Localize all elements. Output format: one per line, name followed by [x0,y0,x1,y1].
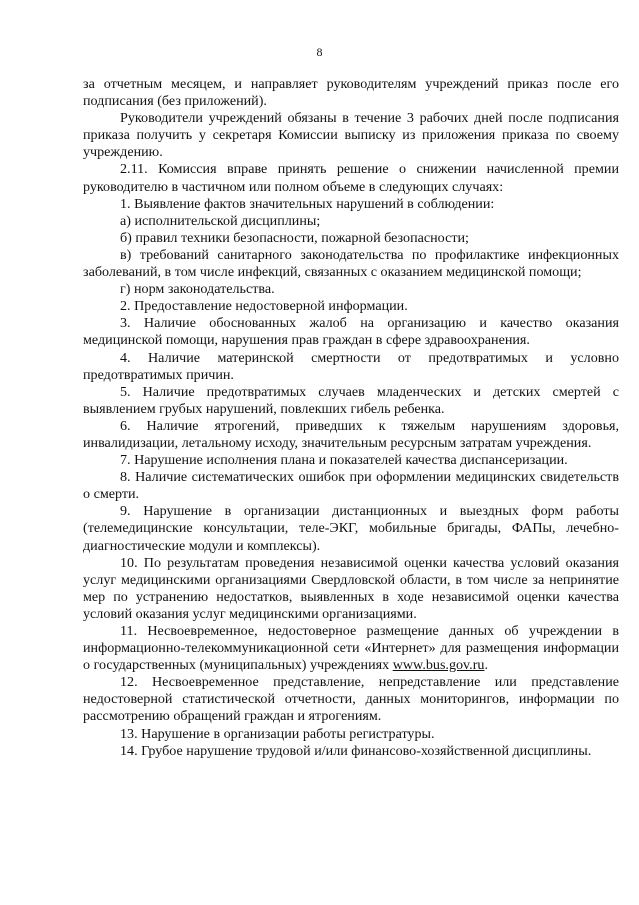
list-item-1: 1. Выявление фактов значительных нарушений в соблюдении: [120,195,495,212]
list-item-12: 12. Несвоевременное представление, непредставление или представление недостоверной статистической отчетности, данных мониторингов, информации по рассмотрению обращений граждан и ятрогениям. [83,674,619,725]
paragraph-heads-obligation: Руководители учреждений обязаны в течение 3 рабочих дней после подписания приказа получить у секретаря Комиссии выписку из приложения приказа по своему учреждению. [83,110,619,161]
list-item-1v: в) требований санитарного законодательства по профилактике инфекционных заболеваний, в том числе инфекций, связанных с оказанием медицинской помощи; [83,246,619,281]
list-item-4: 4. Наличие материнской смертности от предотвратимых и условно предотвратимых причин. [83,349,619,383]
document-body [83,76,619,760]
list-item-11 [83,623,619,674]
list-item-5: 5. Наличие предотвратимых случаев младенческих и детских смертей с выявлением грубых нарушений, повлекших гибель ребенка. [83,383,619,417]
list-item-14: 14. Грубое нарушение трудовой и/или финансово-хозяйственной дисциплины. [120,742,592,759]
paragraph-2-11: 2.11. Комиссия вправе принять решение о снижении начисленной премии руководителю в частичном или полном объеме в следующих случаях: [83,161,619,195]
list-item-1g: г) норм законодательства. [120,281,275,298]
list-item-7: 7. Нарушение исполнения плана и показателей качества диспансеризации. [120,452,568,469]
list-item-1b: б) правил техники безопасности, пожарной безопасности; [120,229,469,246]
list-item-11-text: 11. Несвоевременное, недостоверное размещение данных об учреждении в информационно-телекоммуникационной сети «Интернет» для размещения информации о государственных (муниципальных) учреждениях [83,623,619,674]
list-item-8: 8. Наличие систематических ошибок при оформлении медицинских свидетельств о смерти. [83,469,619,503]
paragraph-continuation: за отчетным месяцем, и направляет руководителям учреждений приказ после его подписания (без приложений). [83,76,619,110]
list-item-11-period: . [484,657,488,674]
list-item-10: 10. По результатам проведения независимой оценки качества условий оказания услуг медицинскими организациями Свердловской области, в том числе за непринятие мер по устранению недостатков, выявленных в ходе независимой оценки качества условий оказания услуг медицинскими организациями. [83,554,619,622]
list-item-13: 13. Нарушение в организации работы регистратуры. [120,725,435,742]
page-number: 8 [316,45,323,59]
list-item-9: 9. Нарушение в организации дистанционных и выездных форм работы (телемедицинские консультации, теле-ЭКГ, мобильные бригады, ФАПы, лечебно-диагностические модули и комплексы). [83,503,619,554]
bus-gov-link[interactable]: www.bus.gov.ru [392,657,485,674]
list-item-2: 2. Предоставление недостоверной информации. [120,298,408,315]
list-item-3: 3. Наличие обоснованных жалоб на организацию и качество оказания медицинской помощи, нарушения прав граждан в сфере здравоохранения. [83,315,619,349]
list-item-6: 6. Наличие ятрогений, приведших к тяжелым нарушениям здоровья, инвалидизации, летальному исходу, значительным ресурсным затратам учреждения. [83,417,619,451]
list-item-1a: а) исполнительской дисциплины; [120,212,321,229]
